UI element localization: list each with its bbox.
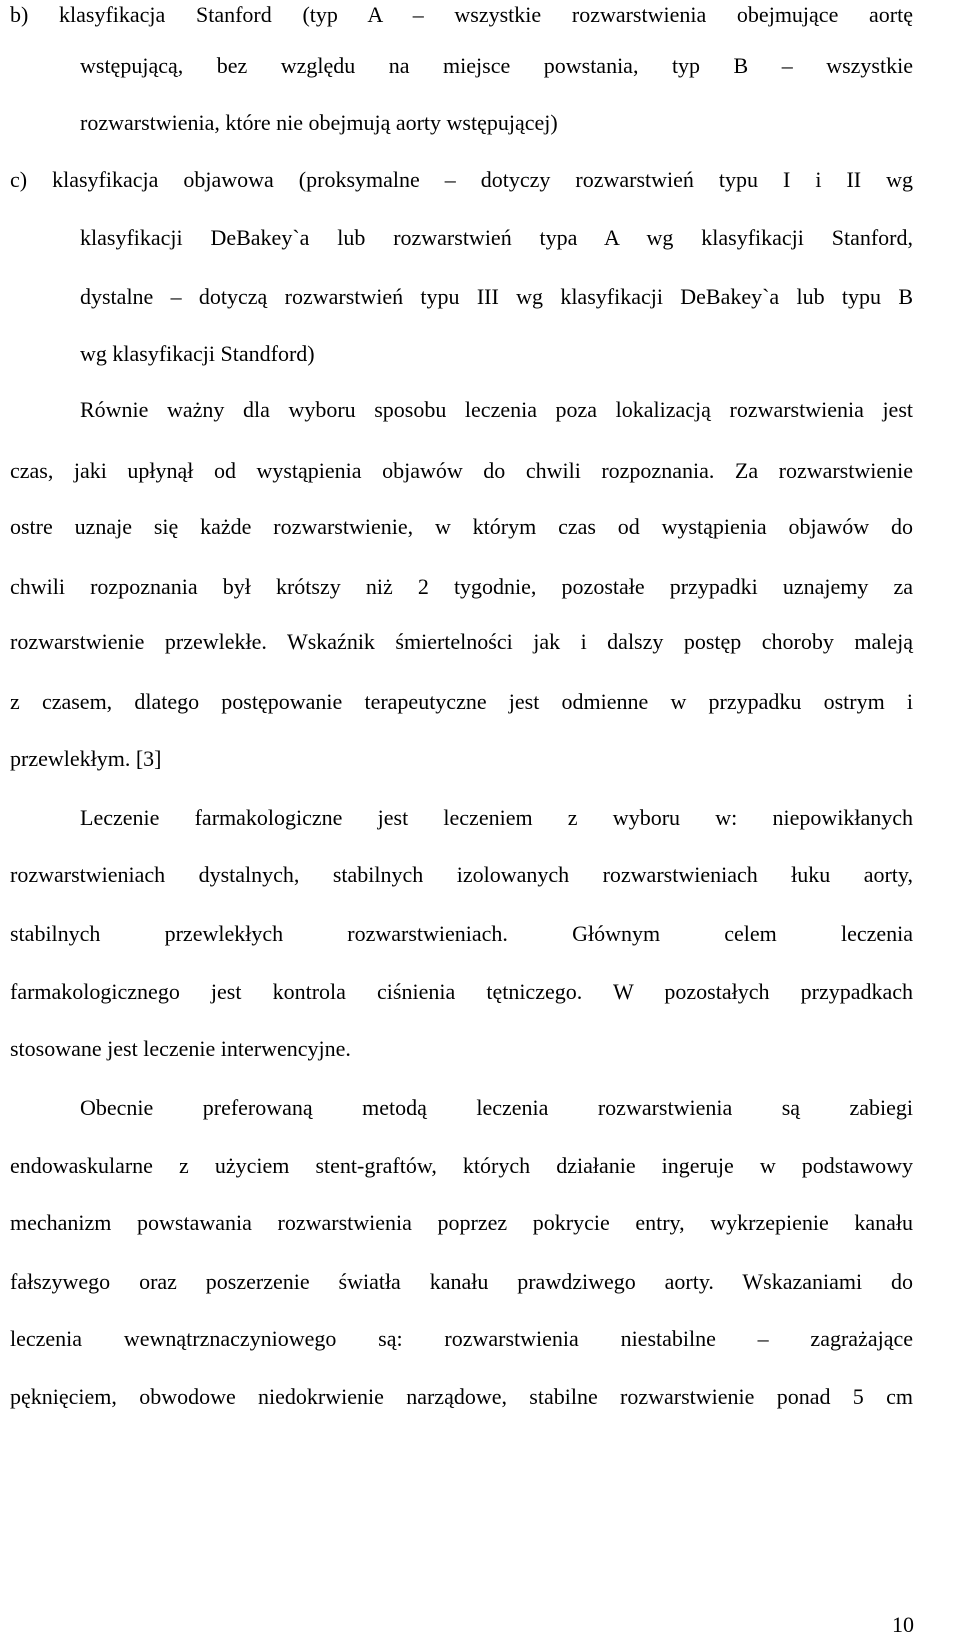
paragraph-3-line-2: endowaskularne z użyciem stent-graftów, których działanie ingeruje w podstawowy — [10, 1153, 913, 1178]
paragraph-1-line-4: chwili rozpoznania był krótszy niż 2 tygodnie, pozostałe przypadki uznajemy za — [10, 574, 913, 599]
paragraph-3-line-3: mechanizm powstawania rozwarstwienia poprzez pokrycie entry, wykrzepienie kanału — [10, 1210, 913, 1235]
list-item-b-line-1: b) klasyfikacja Stanford (typ A – wszystkie rozwarstwienia obejmujące aortę — [10, 2, 913, 27]
paragraph-3-line-6: pęknięciem, obwodowe niedokrwienie narządowe, stabilne rozwarstwienie ponad 5 cm — [10, 1384, 913, 1409]
paragraph-1-line-3: ostre uznaje się każde rozwarstwienie, w którym czas od wystąpienia objawów do — [10, 514, 913, 539]
paragraph-1-line-6: z czasem, dlatego postępowanie terapeutyczne jest odmienne w przypadku ostrym i — [10, 689, 913, 714]
paragraph-2-line-3: stabilnych przewlekłych rozwarstwieniach. Głównym celem leczenia — [10, 921, 913, 946]
paragraph-1-line-7: przewlekłym. [3] — [10, 746, 162, 771]
paragraph-2-line-5: stosowane jest leczenie interwencyjne. — [10, 1036, 351, 1061]
page-number: 10 — [892, 1612, 914, 1637]
list-item-c-line-3: dystalne – dotyczą rozwarstwień typu III wg klasyfikacji DeBakey`a lub typu B — [80, 284, 913, 309]
paragraph-3-line-1: Obecnie preferowaną metodą leczenia rozwarstwienia są zabiegi — [80, 1095, 913, 1120]
list-item-b-line-2: wstępującą, bez względu na miejsce powstania, typ B – wszystkie — [80, 53, 913, 78]
list-item-c-line-2: klasyfikacji DeBakey`a lub rozwarstwień typa A wg klasyfikacji Stanford, — [80, 225, 913, 250]
list-item-c-line-1: c) klasyfikacja objawowa (proksymalne – dotyczy rozwarstwień typu I i II wg — [10, 167, 913, 192]
paragraph-1-line-2: czas, jaki upłynął od wystąpienia objawów do chwili rozpoznania. Za rozwarstwienie — [10, 458, 913, 483]
paragraph-1-line-1: Równie ważny dla wyboru sposobu leczenia poza lokalizacją rozwarstwienia jest — [80, 397, 913, 422]
paragraph-2-line-4: farmakologicznego jest kontrola ciśnienia tętniczego. W pozostałych przypadkach — [10, 979, 913, 1004]
paragraph-2-line-2: rozwarstwieniach dystalnych, stabilnych izolowanych rozwarstwieniach łuku aorty, — [10, 862, 913, 887]
paragraph-3-line-5: leczenia wewnątrznaczyniowego są: rozwarstwienia niestabilne – zagrażające — [10, 1326, 913, 1351]
paragraph-1-line-5: rozwarstwienie przewlekłe. Wskaźnik śmiertelności jak i dalszy postęp choroby maleją — [10, 629, 913, 654]
paragraph-2-line-1: Leczenie farmakologiczne jest leczeniem z wyboru w: niepowikłanych — [80, 805, 913, 830]
list-item-b-line-3: rozwarstwienia, które nie obejmują aorty wstępującej) — [80, 110, 558, 135]
list-item-c-line-4: wg klasyfikacji Standford) — [80, 341, 315, 366]
paragraph-3-line-4: fałszywego oraz poszerzenie światła kanału prawdziwego aorty. Wskazaniami do — [10, 1269, 913, 1294]
